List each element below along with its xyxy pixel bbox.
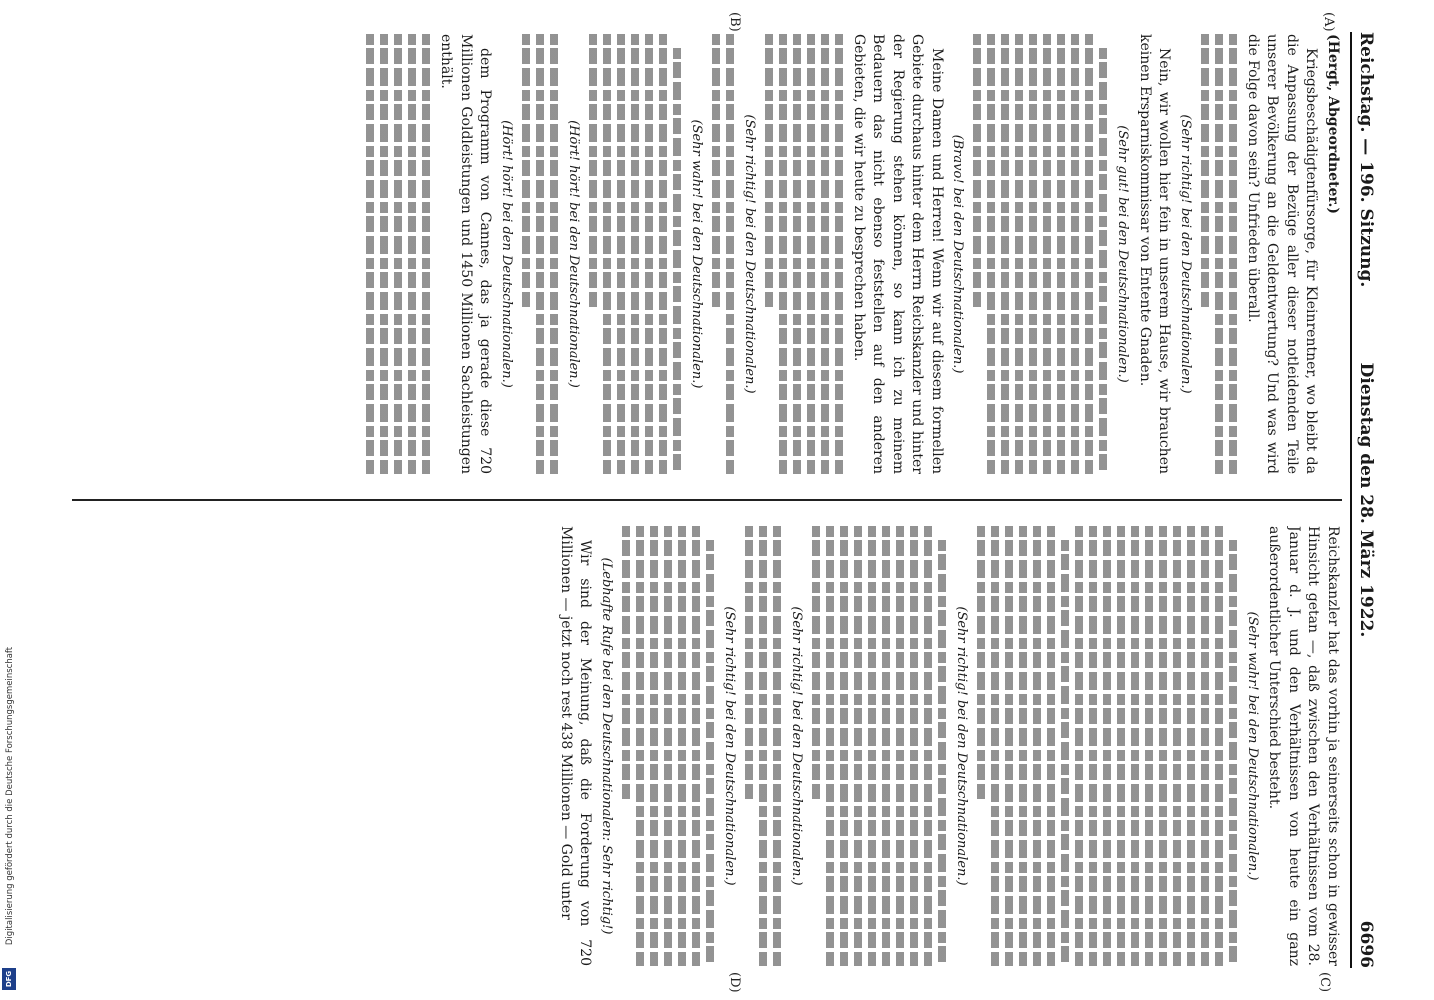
text-line	[381, 34, 389, 474]
dfg-funding-note: Digitalisierung gefördert durch die Deutsche Forschungsgemeinschaft	[5, 646, 15, 946]
interjection: (Sehr richtig! bei den Deutschnationalen.)	[742, 114, 757, 394]
text-line	[636, 526, 644, 966]
text-line	[1117, 526, 1125, 966]
column-divider	[72, 499, 1342, 501]
text-line	[1173, 526, 1181, 966]
text-line	[650, 526, 658, 966]
text-line	[745, 526, 753, 799]
page-header	[1350, 32, 1378, 968]
text-line	[1002, 34, 1010, 474]
speaker-label: (Hergt, Abgeordneter.)	[1325, 34, 1341, 215]
text-line	[938, 540, 946, 966]
page-number: 6696	[1356, 920, 1376, 968]
text-line	[854, 526, 862, 966]
text-line	[988, 34, 996, 474]
text-line	[1005, 526, 1013, 966]
text-line	[1089, 526, 1097, 966]
text-line	[773, 526, 781, 966]
text-line	[1075, 526, 1083, 966]
text-line	[826, 526, 834, 966]
paragraph: Wir sind der Meinung, daß die Forderung von 720 Millionen — jetzt noch rest 438 Millionen — Gold unter	[558, 526, 594, 966]
interjection: (Bravo! bei den Deutschnationalen.)	[950, 134, 966, 374]
text-line	[1033, 526, 1041, 966]
text-line	[1187, 526, 1195, 966]
text-line	[1100, 48, 1108, 474]
text-line	[678, 526, 686, 966]
dfg-logo: DFG	[2, 968, 16, 990]
text-line	[793, 34, 801, 474]
text-line	[536, 34, 544, 474]
header-date: Dienstag den 28. März 1922.	[1356, 362, 1376, 638]
text-line	[882, 526, 890, 966]
text-line	[1131, 526, 1139, 966]
text-line	[1030, 34, 1038, 474]
text-line	[765, 34, 773, 307]
text-line	[1103, 526, 1111, 966]
margin-marker-a: (A)	[1321, 12, 1336, 32]
interjection: (Sehr richtig! bei den Deutschnationalen.)	[954, 606, 969, 886]
text-line	[1159, 526, 1167, 966]
text-line	[622, 526, 630, 799]
text-line	[631, 34, 639, 474]
interjection: (Sehr richtig! bei den Deutschnationalen.)	[789, 606, 804, 886]
text-line	[1201, 34, 1209, 307]
text-line	[759, 526, 767, 966]
text-line	[645, 34, 653, 474]
text-line	[896, 526, 904, 966]
text-line	[840, 526, 848, 966]
text-line	[1145, 526, 1153, 966]
interjection: (Sehr wahr! bei den Deutschnationalen.)	[689, 119, 704, 389]
interjection: (Hört! hört! bei den Deutschnationalen.)	[566, 120, 581, 388]
margin-marker-d: (D)	[727, 972, 742, 993]
text-line	[1086, 34, 1094, 474]
text-line	[1058, 34, 1066, 474]
paragraph: Kriegsbeschädigtenfürsorge, für Kleinrentner, wo bleibt da die Anpassung der Bezüge aller dieser notleidenden Teile unserer Bevölkerung an die Geldentwertung? Und was wird die Folge davon sein? Unfrieden überall.	[1245, 34, 1320, 474]
paragraph: Nein, wir wollen hier fein in unserem Hause, wir brauchen keinen Ersparniskommissar von Entente Gnaden.	[1137, 34, 1173, 474]
text-line	[924, 526, 932, 966]
paragraph: Meine Damen und Herren! Wenn wir auf diesem formellen Gebiete durchaus hinter dem Herrn Reichskanzler und hinter der Regierung stehen können, so kann ich zu meinem Bedauern das nicht ebenso feststellen auf den anderen Gebieten, die wir heute zu besprechen haben.	[851, 34, 945, 474]
text-line	[974, 34, 982, 307]
text-line	[1215, 34, 1223, 474]
text-line	[659, 34, 667, 474]
text-line	[1229, 34, 1237, 474]
text-line	[726, 34, 734, 474]
header-left: Reichstag. — 196. Sitzung.	[1356, 32, 1376, 288]
text-line	[664, 526, 672, 966]
text-line	[910, 526, 918, 966]
column-right	[77, 526, 1342, 966]
scanned-page	[52, 10, 1382, 993]
text-line	[395, 34, 403, 474]
text-line	[692, 526, 700, 966]
text-line	[821, 34, 829, 474]
text-line	[423, 34, 431, 474]
interjection: (Lebhafte Rufe bei den Deutschnationalen: Sehr richtig!)	[599, 557, 614, 935]
text-line	[1229, 540, 1237, 966]
paragraph: dem Programm von Cannes, das ja gerade diese 720 Millionen Goldleistungen und 1450 Millionen Sachleistungen enthält.	[438, 34, 494, 474]
interjection: (Hört! hört! bei den Deutschnationalen.)	[499, 120, 514, 388]
text-line	[779, 34, 787, 474]
text-line	[367, 34, 375, 474]
text-line	[617, 34, 625, 474]
text-line	[712, 34, 720, 307]
interjection: (Sehr wahr! bei den Deutschnationalen.)	[1245, 611, 1260, 881]
paragraph: Reichskanzler hat das vorhin ja seinerseits schon in gewisser Hinsicht getan —, daß zwischen den Verhältnissen vom 28. Januar d. J. und den Verhältnissen von heute ein ganz außerordentlicher Unterschied besteht.	[1266, 526, 1341, 966]
text-line	[589, 34, 597, 307]
text-line	[812, 526, 820, 799]
text-line	[1061, 540, 1069, 966]
text-line	[673, 48, 681, 474]
text-line	[807, 34, 815, 474]
interjection: (Sehr richtig! bei den Deutschnationalen.)	[722, 606, 737, 886]
text-line	[1215, 526, 1223, 966]
text-line	[1047, 526, 1055, 966]
text-line	[1016, 34, 1024, 474]
text-line	[1072, 34, 1080, 474]
text-line	[1201, 526, 1209, 966]
text-line	[522, 34, 530, 307]
text-line	[991, 526, 999, 966]
interjection: (Sehr richtig! bei den Deutschnationalen.)	[1178, 114, 1193, 394]
text-line	[1019, 526, 1027, 966]
text-line	[1044, 34, 1052, 474]
margin-marker-c: (C)	[1317, 972, 1332, 993]
column-left	[77, 34, 1342, 474]
text-line	[409, 34, 417, 474]
text-line	[868, 526, 876, 966]
text-line	[835, 34, 843, 474]
text-line	[977, 526, 985, 799]
interjection: (Sehr gut! bei den Deutschnationalen.)	[1115, 125, 1131, 383]
text-line	[603, 34, 611, 474]
text-line	[706, 540, 714, 966]
margin-marker-b: (B)	[727, 12, 742, 32]
text-line	[550, 34, 558, 474]
